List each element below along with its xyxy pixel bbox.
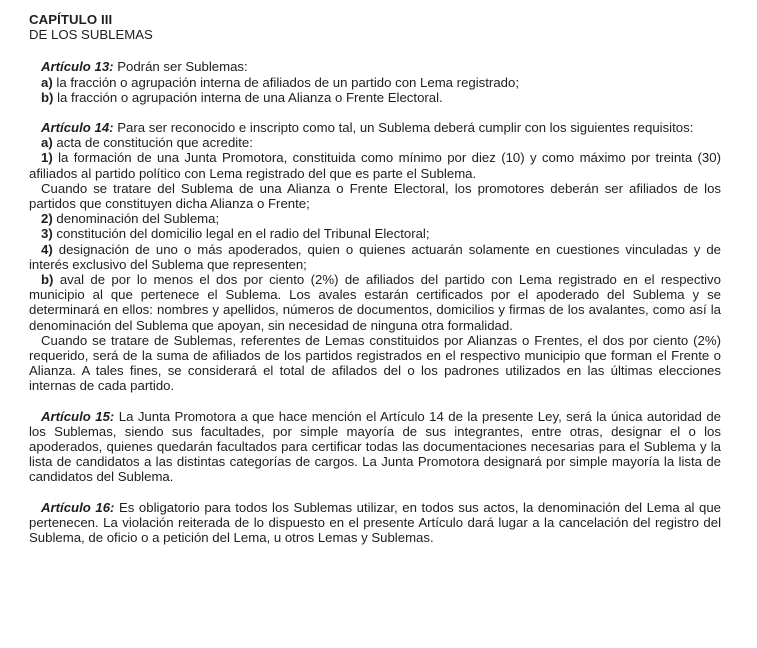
article-13	[29, 59, 721, 105]
article-13-item-a	[29, 75, 721, 90]
item-text: constitución del domicilio legal en el radio del Tribunal Electoral;	[52, 226, 430, 242]
article-14-item-2	[29, 211, 721, 226]
item-text: denominación del Sublema;	[52, 211, 220, 227]
item-text: aval de por lo menos el dos por ciento (2%) de afiliados del partido con Lema registrado en el respectivo municipio al que pertenece el Sublema. Los avales estarán certificados por el apoderado del Sublema y se determinará en ellos: nombres y apellidos, números de documentos, domicilios y firmas de los avalantes, como así la denominación del Sublema que apoyan, sin necesidad de ninguna otra formalidad.	[29, 272, 721, 333]
item-text: la formación de una Junta Promotora, constituida como mínimo por diez (10) y como máximo por treinta (30) afiliados al partido político con Lema registrado del que es parte el Sublema.	[29, 150, 721, 181]
item-text: la fracción o agrupación interna de afiliados de un partido con Lema registrado;	[52, 74, 519, 90]
item-marker: 3)	[41, 226, 53, 242]
article-13-intro	[29, 59, 721, 74]
item-marker: a)	[41, 135, 53, 151]
article-14-item-b	[29, 272, 721, 333]
article-16-text: Es obligatorio para todos los Sublemas utilizar, en todos sus actos, la denominación del Lema al que pertenecen. La violación reiterada de lo dispuesto en el presente Artículo dará lugar a la cancelación del registro del Sublema, de oficio o a petición del Lema, u otros Lemas y Sublemas.	[29, 499, 722, 546]
article-13-intro-text: Podrán ser Sublemas:	[113, 59, 248, 75]
document-page	[29, 12, 721, 560]
item-text: designación de uno o más apoderados, quien o quienes actuarán solamente en cuestiones vinculadas y de interés exclusivo del Sublema que representen;	[29, 241, 721, 272]
article-14-item-4	[29, 242, 721, 272]
article-16-heading: Artículo 16:	[41, 499, 115, 515]
article-14-closing-paragraph: Cuando se tratare de Sublemas, referentes de Lemas constituidos por Alianzas o Frentes, el dos por ciento (2%) requerido, será de la suma de afiliados de los partidos registrados en el respectivo municipio que forman el Frente o Alianza. A tales fines, se considerará el total de afilados del o los padrones utilizados en las últimas elecciones internas de cada partido.	[29, 332, 721, 394]
article-15-text: La Junta Promotora a que hace mención el Artículo 14 de la presente Ley, será la única autoridad de los Sublemas, siendo sus facultades, por simple mayoría de sus integrantes, entre otras, designar el o los apoderados, quienes quedarán facultados para certificar todas las documentaciones necesarias para el Sublema y la lista de candidatos a las distintas categorías de cargos. La Junta Promotora designará por simple mayoría la lista de candidatos del Sublema.	[29, 408, 721, 485]
article-15-heading: Artículo 15:	[41, 408, 115, 424]
item-marker: 2)	[41, 211, 53, 227]
chapter-title: CAPÍTULO III	[29, 12, 113, 27]
article-14-item-3	[29, 226, 721, 241]
item-text: la fracción o agrupación interna de una Alianza o Frente Electoral.	[53, 89, 443, 105]
article-16-paragraph	[29, 500, 721, 546]
article-14-intro-text: Para ser reconocido e inscripto como tal, un Sublema deberá cumplir con los siguientes requisitos:	[113, 120, 694, 136]
article-15	[29, 409, 721, 485]
article-14-item-a	[29, 135, 721, 150]
item-text: acta de constitución que acredite:	[52, 135, 253, 151]
article-14-intro	[29, 120, 721, 135]
item-marker: a)	[41, 74, 53, 90]
item-marker: 1)	[41, 150, 53, 166]
article-15-paragraph	[29, 409, 721, 485]
article-14-alliance-paragraph: Cuando se tratare del Sublema de una Alianza o Frente Electoral, los promotores deberán ser afiliados de los partidos que constituyen dicha Alianza o Frente;	[29, 180, 721, 212]
article-13-heading: Artículo 13:	[41, 59, 114, 75]
article-14	[29, 120, 721, 394]
item-marker: 4)	[41, 241, 53, 257]
item-marker: b)	[41, 272, 54, 288]
chapter-subtitle: DE LOS SUBLEMAS	[29, 27, 153, 43]
article-14-heading: Artículo 14:	[41, 120, 114, 136]
article-16	[29, 500, 721, 546]
article-13-item-b	[29, 90, 721, 105]
item-marker: b)	[41, 89, 54, 105]
article-14-item-1	[29, 150, 721, 180]
